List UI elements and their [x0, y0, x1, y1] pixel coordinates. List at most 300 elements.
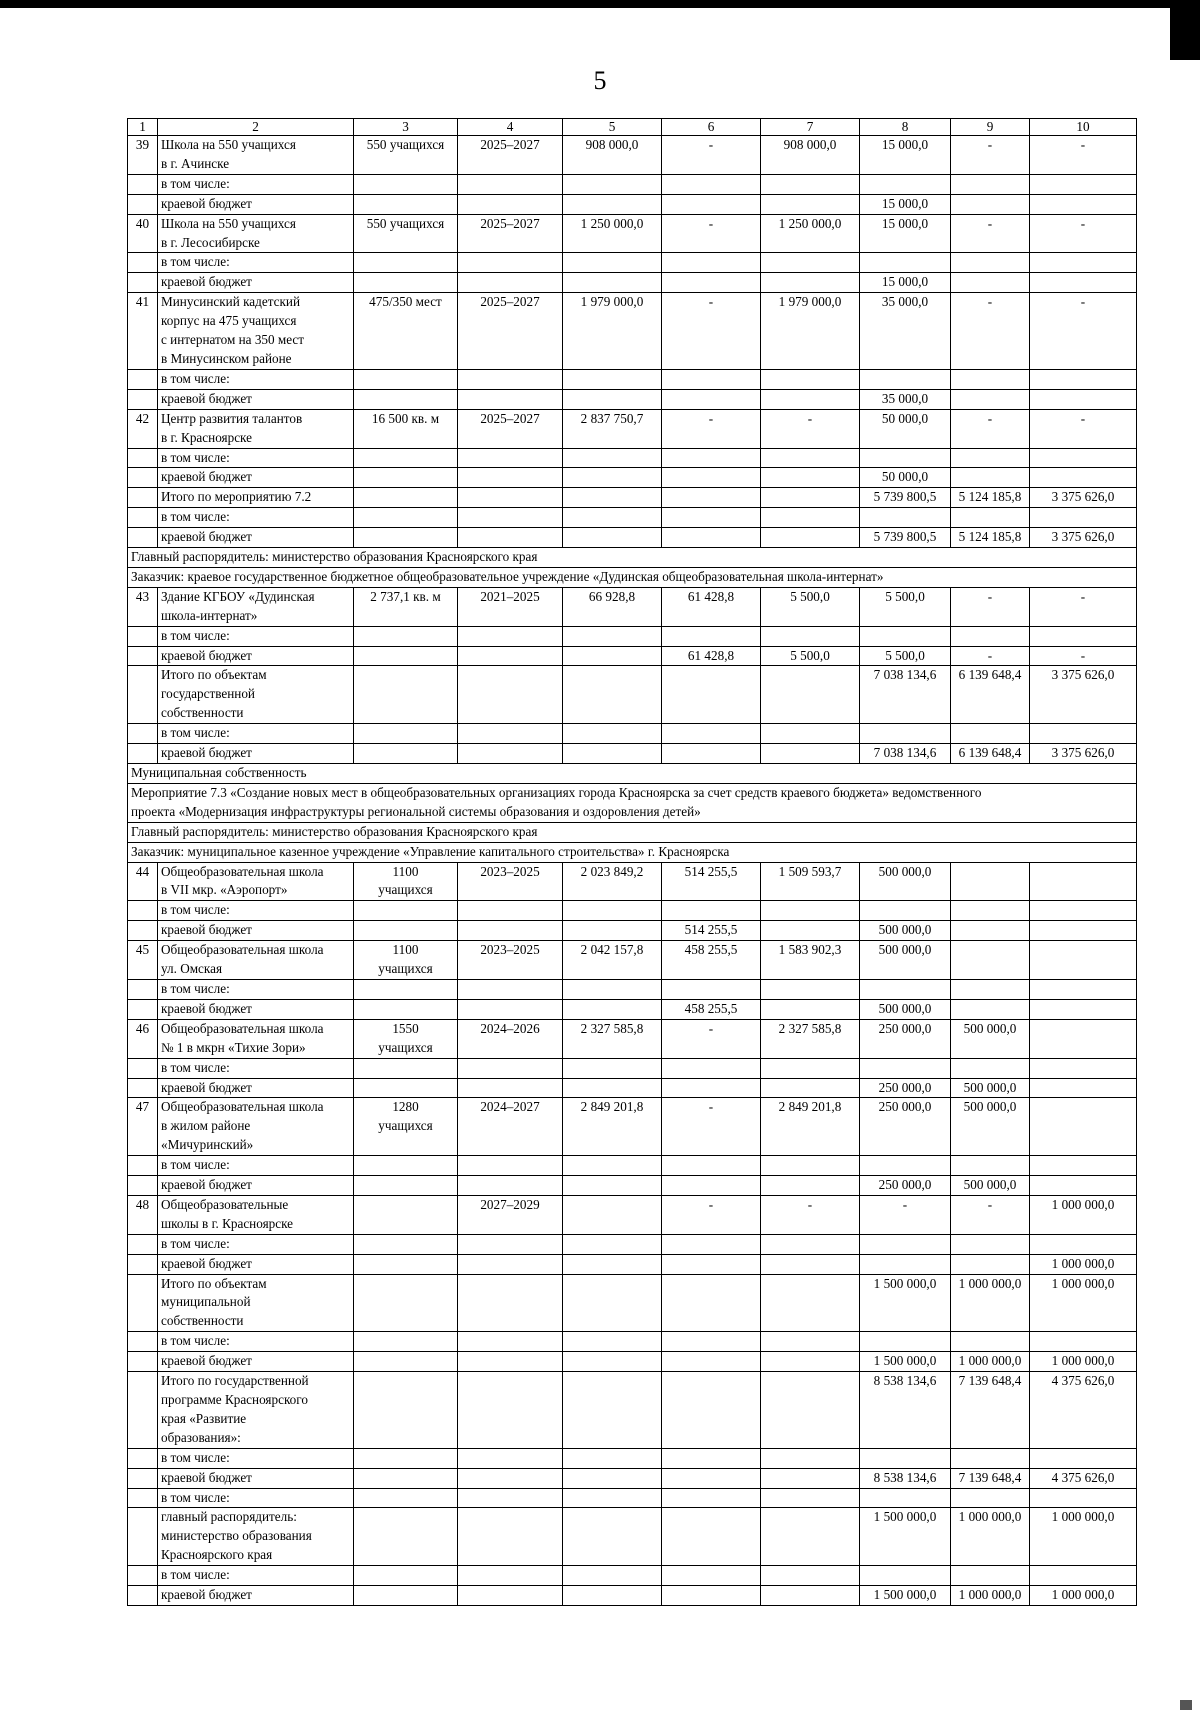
- cell-col-7: [761, 1078, 860, 1098]
- cell-col-9: 1 000 000,0: [951, 1352, 1030, 1372]
- cell-col-1: [128, 999, 158, 1019]
- cell-col-7: [761, 901, 860, 921]
- cell-col-3: [354, 369, 458, 389]
- section-heading: Заказчик: краевое государственное бюджетное общеобразовательное учреждение «Дудинская общеобразовательная школа-интернат»: [128, 567, 1137, 587]
- cell-col-1: [128, 174, 158, 194]
- cell-col-9: 500 000,0: [951, 1078, 1030, 1098]
- cell-col-8: [860, 979, 951, 999]
- cell-col-9: 6 139 648,4: [951, 744, 1030, 764]
- cell-col-1: [128, 273, 158, 293]
- table-row: [128, 389, 1137, 409]
- cell-col-2: краевой бюджет: [158, 273, 354, 293]
- cell-col-1: [128, 1468, 158, 1488]
- cell-col-8: 1 500 000,0: [860, 1274, 951, 1332]
- cell-col-10: [1030, 253, 1137, 273]
- cell-col-7: [761, 1566, 860, 1586]
- col-header: 8: [860, 119, 951, 136]
- cell-col-4: [458, 626, 563, 646]
- cell-col-8: 35 000,0: [860, 293, 951, 370]
- table-row: [128, 1352, 1137, 1372]
- cell-col-4: [458, 646, 563, 666]
- cell-col-2: краевой бюджет: [158, 1078, 354, 1098]
- cell-col-9: [951, 369, 1030, 389]
- cell-col-2: краевой бюджет: [158, 1352, 354, 1372]
- cell-col-7: -: [761, 1195, 860, 1234]
- cell-col-5: [563, 1254, 662, 1274]
- cell-col-8: [860, 1448, 951, 1468]
- cell-col-1: 46: [128, 1019, 158, 1058]
- cell-col-6: [662, 1176, 761, 1196]
- cell-col-5: 66 928,8: [563, 587, 662, 626]
- section-row: [128, 764, 1137, 784]
- cell-col-10: 3 375 626,0: [1030, 488, 1137, 508]
- cell-col-4: [458, 194, 563, 214]
- cell-col-5: [563, 1176, 662, 1196]
- cell-col-6: [662, 488, 761, 508]
- cell-col-2: краевой бюджет: [158, 646, 354, 666]
- cell-col-8: [860, 448, 951, 468]
- cell-col-6: [662, 1468, 761, 1488]
- cell-col-1: [128, 744, 158, 764]
- cell-col-4: [458, 901, 563, 921]
- cell-col-8: 500 000,0: [860, 862, 951, 901]
- cell-col-5: [563, 488, 662, 508]
- table-row: [128, 1468, 1137, 1488]
- cell-col-5: [563, 389, 662, 409]
- cell-col-6: -: [662, 293, 761, 370]
- table-row: [128, 862, 1137, 901]
- cell-col-10: 4 375 626,0: [1030, 1468, 1137, 1488]
- cell-col-8: [860, 1058, 951, 1078]
- cell-col-6: [662, 626, 761, 646]
- cell-col-10: 1 000 000,0: [1030, 1195, 1137, 1234]
- cell-col-3: 1550 учащихся: [354, 1019, 458, 1058]
- cell-col-6: [662, 528, 761, 548]
- cell-col-10: [1030, 1448, 1137, 1468]
- cell-col-1: [128, 1448, 158, 1468]
- col-header: 5: [563, 119, 662, 136]
- table-row: [128, 1448, 1137, 1468]
- cell-col-5: [563, 666, 662, 724]
- cell-col-9: 5 124 185,8: [951, 528, 1030, 548]
- cell-col-3: 475/350 мест: [354, 293, 458, 370]
- cell-col-2: краевой бюджет: [158, 1468, 354, 1488]
- cell-col-4: 2024–2027: [458, 1098, 563, 1156]
- table-row: [128, 1156, 1137, 1176]
- cell-col-9: -: [951, 1195, 1030, 1234]
- cell-col-2: в том числе:: [158, 1156, 354, 1176]
- cell-col-9: [951, 1156, 1030, 1176]
- cell-col-2: Общеобразовательная школа в жилом районе «Мичуринский»: [158, 1098, 354, 1156]
- cell-col-7: [761, 273, 860, 293]
- cell-col-8: [860, 508, 951, 528]
- cell-col-1: [128, 1274, 158, 1332]
- cell-col-6: 61 428,8: [662, 587, 761, 626]
- cell-col-1: [128, 508, 158, 528]
- cell-col-1: [128, 1352, 158, 1372]
- cell-col-1: [128, 626, 158, 646]
- cell-col-9: 1 000 000,0: [951, 1508, 1030, 1566]
- cell-col-4: [458, 1448, 563, 1468]
- top-border: [0, 0, 1200, 8]
- cell-col-3: [354, 253, 458, 273]
- cell-col-5: [563, 1586, 662, 1606]
- cell-col-2: краевой бюджет: [158, 468, 354, 488]
- section-row: [128, 567, 1137, 587]
- cell-col-8: 7 038 134,6: [860, 666, 951, 724]
- cell-col-6: -: [662, 409, 761, 448]
- cell-col-6: 458 255,5: [662, 941, 761, 980]
- section-row: [128, 783, 1137, 822]
- cell-col-8: 15 000,0: [860, 194, 951, 214]
- cell-col-2: в том числе:: [158, 448, 354, 468]
- section-row: [128, 842, 1137, 862]
- cell-col-8: 50 000,0: [860, 468, 951, 488]
- cell-col-7: [761, 194, 860, 214]
- cell-col-3: 2 737,1 кв. м: [354, 587, 458, 626]
- cell-col-9: [951, 448, 1030, 468]
- cell-col-4: [458, 1488, 563, 1508]
- cell-col-8: 250 000,0: [860, 1098, 951, 1156]
- cell-col-10: [1030, 174, 1137, 194]
- table-row: [128, 448, 1137, 468]
- table-row: [128, 587, 1137, 626]
- cell-col-4: [458, 389, 563, 409]
- cell-col-2: в том числе:: [158, 1058, 354, 1078]
- cell-col-8: 15 000,0: [860, 214, 951, 253]
- section-heading: Заказчик: муниципальное казенное учреждение «Управление капитального строительства» г. Красноярска: [128, 842, 1137, 862]
- cell-col-3: [354, 1274, 458, 1332]
- cell-col-4: [458, 979, 563, 999]
- cell-col-4: [458, 1352, 563, 1372]
- cell-col-6: [662, 1058, 761, 1078]
- cell-col-2: краевой бюджет: [158, 1176, 354, 1196]
- cell-col-6: [662, 1254, 761, 1274]
- cell-col-1: 41: [128, 293, 158, 370]
- cell-col-1: 42: [128, 409, 158, 448]
- cell-col-6: -: [662, 136, 761, 175]
- cell-col-7: [761, 1058, 860, 1078]
- cell-col-10: 3 375 626,0: [1030, 528, 1137, 548]
- cell-col-5: [563, 273, 662, 293]
- table-row: [128, 528, 1137, 548]
- cell-col-3: 1100 учащихся: [354, 862, 458, 901]
- cell-col-8: 5 500,0: [860, 646, 951, 666]
- table-row: [128, 1176, 1137, 1196]
- cell-col-2: Общеобразовательная школа ул. Омская: [158, 941, 354, 980]
- cell-col-6: 458 255,5: [662, 999, 761, 1019]
- cell-col-8: [860, 1156, 951, 1176]
- cell-col-1: [128, 253, 158, 273]
- cell-col-4: 2023–2025: [458, 941, 563, 980]
- cell-col-6: [662, 194, 761, 214]
- cell-col-3: 1280 учащихся: [354, 1098, 458, 1156]
- cell-col-1: [128, 1078, 158, 1098]
- cell-col-10: -: [1030, 136, 1137, 175]
- cell-col-8: [860, 901, 951, 921]
- cell-col-3: [354, 979, 458, 999]
- cell-col-7: 1 509 593,7: [761, 862, 860, 901]
- cell-col-4: [458, 744, 563, 764]
- cell-col-5: [563, 1508, 662, 1566]
- cell-col-6: [662, 1488, 761, 1508]
- cell-col-1: [128, 901, 158, 921]
- cell-col-3: [354, 1234, 458, 1254]
- cell-col-3: [354, 626, 458, 646]
- cell-col-9: [951, 999, 1030, 1019]
- table-row: [128, 194, 1137, 214]
- budget-table: [127, 118, 1137, 1606]
- cell-col-4: [458, 468, 563, 488]
- cell-col-3: 1100 учащихся: [354, 941, 458, 980]
- cell-col-3: [354, 901, 458, 921]
- cell-col-2: краевой бюджет: [158, 194, 354, 214]
- cell-col-8: 1 500 000,0: [860, 1508, 951, 1566]
- cell-col-1: [128, 1332, 158, 1352]
- cell-col-7: 908 000,0: [761, 136, 860, 175]
- cell-col-4: [458, 666, 563, 724]
- cell-col-6: [662, 1234, 761, 1254]
- cell-col-10: -: [1030, 293, 1137, 370]
- cell-col-4: 2025–2027: [458, 293, 563, 370]
- cell-col-8: 500 000,0: [860, 921, 951, 941]
- table-row: [128, 468, 1137, 488]
- col-header: 1: [128, 119, 158, 136]
- cell-col-8: [860, 369, 951, 389]
- cell-col-7: [761, 724, 860, 744]
- cell-col-6: [662, 389, 761, 409]
- cell-col-10: [1030, 1488, 1137, 1508]
- cell-col-2: Центр развития талантов в г. Красноярске: [158, 409, 354, 448]
- table-row: [128, 1019, 1137, 1058]
- cell-col-1: 44: [128, 862, 158, 901]
- cell-col-10: [1030, 1176, 1137, 1196]
- cell-col-9: 500 000,0: [951, 1176, 1030, 1196]
- cell-col-6: [662, 468, 761, 488]
- table-row: [128, 1254, 1137, 1274]
- cell-col-10: 1 000 000,0: [1030, 1586, 1137, 1606]
- cell-col-6: [662, 273, 761, 293]
- cell-col-2: Общеобразовательная школа № 1 в мкрн «Тихие Зори»: [158, 1019, 354, 1058]
- cell-col-7: 5 500,0: [761, 587, 860, 626]
- section-row: [128, 822, 1137, 842]
- cell-col-7: 1 250 000,0: [761, 214, 860, 253]
- cell-col-9: [951, 1332, 1030, 1352]
- cell-col-2: Здание КГБОУ «Дудинская школа-интернат»: [158, 587, 354, 626]
- cell-col-10: [1030, 389, 1137, 409]
- cell-col-9: [951, 1488, 1030, 1508]
- cell-col-2: краевой бюджет: [158, 1586, 354, 1606]
- cell-col-7: [761, 253, 860, 273]
- cell-col-9: -: [951, 409, 1030, 448]
- cell-col-10: 1 000 000,0: [1030, 1508, 1137, 1566]
- cell-col-1: [128, 194, 158, 214]
- cell-col-10: [1030, 1078, 1137, 1098]
- cell-col-7: [761, 369, 860, 389]
- cell-col-10: 4 375 626,0: [1030, 1372, 1137, 1449]
- cell-col-10: [1030, 1098, 1137, 1156]
- table-row: [128, 1586, 1137, 1606]
- table-row: [128, 293, 1137, 370]
- cell-col-7: [761, 528, 860, 548]
- cell-col-9: [951, 626, 1030, 646]
- cell-col-6: -: [662, 1019, 761, 1058]
- cell-col-9: [951, 921, 1030, 941]
- cell-col-2: в том числе:: [158, 1234, 354, 1254]
- cell-col-5: [563, 194, 662, 214]
- cell-col-4: [458, 1156, 563, 1176]
- cell-col-7: [761, 1176, 860, 1196]
- cell-col-3: 550 учащихся: [354, 214, 458, 253]
- cell-col-6: [662, 724, 761, 744]
- cell-col-6: -: [662, 1195, 761, 1234]
- cell-col-5: 2 023 849,2: [563, 862, 662, 901]
- cell-col-9: [951, 862, 1030, 901]
- cell-col-1: [128, 468, 158, 488]
- table-row: [128, 253, 1137, 273]
- cell-col-10: [1030, 979, 1137, 999]
- table-row: [128, 1372, 1137, 1449]
- cell-col-7: [761, 979, 860, 999]
- cell-col-7: 2 849 201,8: [761, 1098, 860, 1156]
- cell-col-7: [761, 1586, 860, 1606]
- cell-col-8: -: [860, 1195, 951, 1234]
- cell-col-9: -: [951, 646, 1030, 666]
- cell-col-7: [761, 1332, 860, 1352]
- cell-col-7: [761, 1352, 860, 1372]
- table-row: [128, 646, 1137, 666]
- cell-col-3: [354, 921, 458, 941]
- cell-col-7: [761, 1254, 860, 1274]
- cell-col-1: [128, 488, 158, 508]
- cell-col-3: [354, 999, 458, 1019]
- cell-col-6: [662, 666, 761, 724]
- column-number-row: [128, 119, 1137, 136]
- cell-col-4: [458, 1372, 563, 1449]
- cell-col-8: 250 000,0: [860, 1078, 951, 1098]
- cell-col-7: -: [761, 409, 860, 448]
- table-row: [128, 136, 1137, 175]
- table-row: [128, 273, 1137, 293]
- cell-col-2: главный распорядитель: министерство образования Красноярского края: [158, 1508, 354, 1566]
- cell-col-7: [761, 448, 860, 468]
- cell-col-9: [951, 979, 1030, 999]
- cell-col-4: [458, 253, 563, 273]
- cell-col-9: 1 000 000,0: [951, 1274, 1030, 1332]
- cell-col-9: [951, 724, 1030, 744]
- cell-col-10: [1030, 194, 1137, 214]
- cell-col-3: [354, 1176, 458, 1196]
- cell-col-8: 500 000,0: [860, 999, 951, 1019]
- table-row: [128, 508, 1137, 528]
- cell-col-10: [1030, 862, 1137, 901]
- cell-col-10: 1 000 000,0: [1030, 1352, 1137, 1372]
- cell-col-8: 35 000,0: [860, 389, 951, 409]
- cell-col-4: 2025–2027: [458, 136, 563, 175]
- table-row: [128, 1332, 1137, 1352]
- table-row: [128, 921, 1137, 941]
- cell-col-1: [128, 1156, 158, 1176]
- cell-col-9: 6 139 648,4: [951, 666, 1030, 724]
- cell-col-4: [458, 369, 563, 389]
- cell-col-3: [354, 448, 458, 468]
- cell-col-2: в том числе:: [158, 901, 354, 921]
- cell-col-7: 2 327 585,8: [761, 1019, 860, 1058]
- top-border-corner: [1170, 0, 1200, 60]
- cell-col-2: Итого по мероприятию 7.2: [158, 488, 354, 508]
- cell-col-6: [662, 508, 761, 528]
- cell-col-3: [354, 724, 458, 744]
- col-header: 4: [458, 119, 563, 136]
- cell-col-3: [354, 528, 458, 548]
- cell-col-10: [1030, 901, 1137, 921]
- cell-col-3: [354, 1372, 458, 1449]
- cell-col-10: [1030, 1566, 1137, 1586]
- cell-col-1: [128, 528, 158, 548]
- cell-col-5: 1 250 000,0: [563, 214, 662, 253]
- cell-col-10: 3 375 626,0: [1030, 666, 1137, 724]
- col-header: 10: [1030, 119, 1137, 136]
- cell-col-10: [1030, 1019, 1137, 1058]
- cell-col-1: [128, 448, 158, 468]
- cell-col-5: [563, 724, 662, 744]
- cell-col-1: [128, 666, 158, 724]
- cell-col-10: [1030, 508, 1137, 528]
- cell-col-9: 1 000 000,0: [951, 1586, 1030, 1606]
- cell-col-8: [860, 253, 951, 273]
- cell-col-3: [354, 194, 458, 214]
- cell-col-8: [860, 1234, 951, 1254]
- cell-col-3: 16 500 кв. м: [354, 409, 458, 448]
- cell-col-3: [354, 1195, 458, 1234]
- table-row: [128, 174, 1137, 194]
- cell-col-6: 514 255,5: [662, 921, 761, 941]
- cell-col-4: [458, 1566, 563, 1586]
- cell-col-8: 5 739 800,5: [860, 488, 951, 508]
- col-header: 3: [354, 119, 458, 136]
- cell-col-8: 1 500 000,0: [860, 1352, 951, 1372]
- cell-col-10: [1030, 724, 1137, 744]
- cell-col-4: [458, 1234, 563, 1254]
- cell-col-1: [128, 1566, 158, 1586]
- cell-col-3: [354, 508, 458, 528]
- cell-col-3: [354, 468, 458, 488]
- cell-col-2: Общеобразовательные школы в г. Красноярске: [158, 1195, 354, 1234]
- cell-col-6: -: [662, 1098, 761, 1156]
- table-row: [128, 488, 1137, 508]
- cell-col-1: [128, 1234, 158, 1254]
- cell-col-2: в том числе:: [158, 724, 354, 744]
- cell-col-2: Итого по государственной программе Красноярского края «Развитие образования»:: [158, 1372, 354, 1449]
- cell-col-6: [662, 448, 761, 468]
- cell-col-1: 47: [128, 1098, 158, 1156]
- cell-col-2: Итого по объектам муниципальной собственности: [158, 1274, 354, 1332]
- cell-col-6: [662, 1352, 761, 1372]
- cell-col-10: [1030, 1234, 1137, 1254]
- cell-col-8: 50 000,0: [860, 409, 951, 448]
- cell-col-5: 2 327 585,8: [563, 1019, 662, 1058]
- cell-col-3: [354, 1566, 458, 1586]
- cell-col-4: [458, 508, 563, 528]
- cell-col-1: 40: [128, 214, 158, 253]
- cell-col-8: 250 000,0: [860, 1019, 951, 1058]
- cell-col-5: [563, 626, 662, 646]
- cell-col-1: 48: [128, 1195, 158, 1234]
- cell-col-7: [761, 999, 860, 1019]
- cell-col-5: [563, 979, 662, 999]
- section-heading: Мероприятие 7.3 «Создание новых мест в общеобразовательных организациях города Красноярска за счет средств краевого бюджета» ведомственного проекта «Модернизация инфраструктуры региональной системы образования и оздоровления детей»: [128, 783, 1137, 822]
- cell-col-7: [761, 488, 860, 508]
